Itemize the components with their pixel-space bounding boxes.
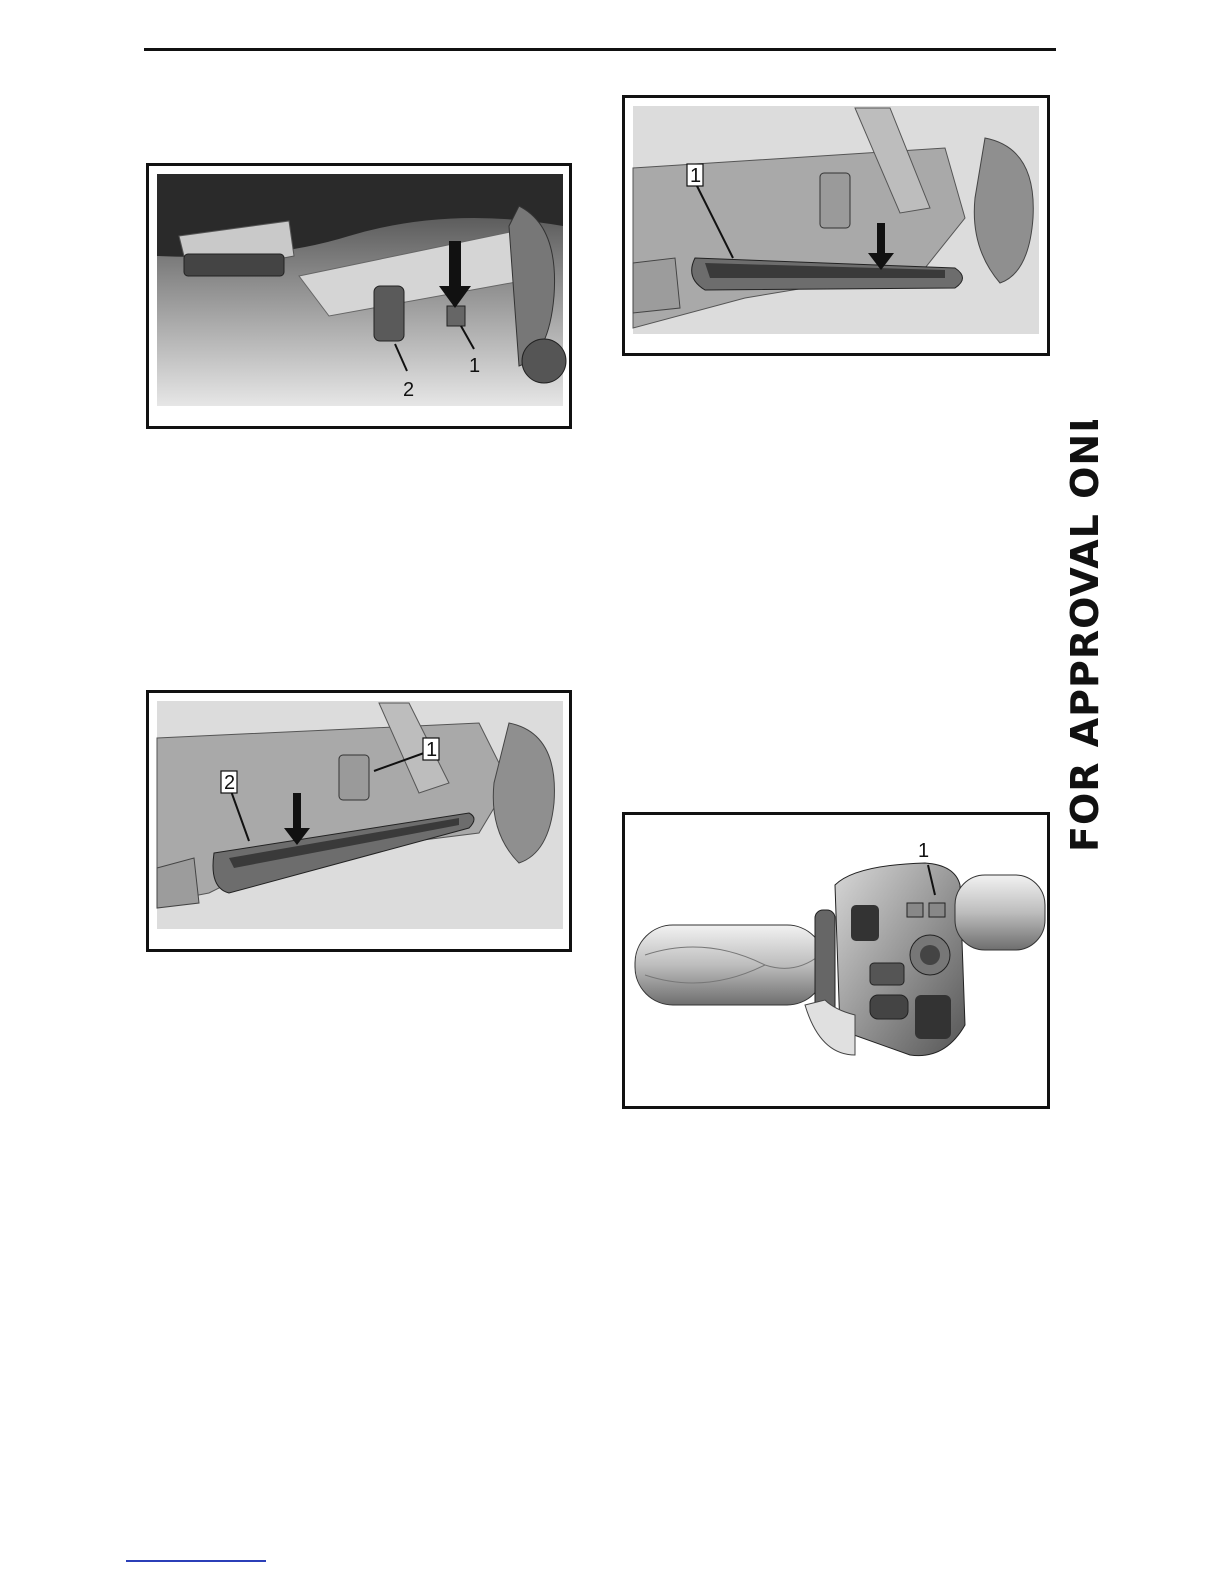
handlebar-illustration (625, 815, 1047, 1106)
callout-1: 1 (426, 739, 438, 761)
header-rule (144, 48, 1056, 51)
figure-footrest-photo (146, 163, 572, 429)
callout-1: 1 (690, 165, 702, 187)
figure-handlebar-control (622, 812, 1050, 1109)
callout-1: 1 (918, 840, 930, 862)
figure-footboard-install (622, 95, 1050, 356)
footrest-photo-illustration (149, 166, 569, 426)
figure-footboard-remove (146, 690, 572, 952)
watermark-text: FOR APPROVAL ONLY (1063, 420, 1107, 852)
callout-1: 1 (469, 355, 481, 377)
footboard-install-illustration (625, 98, 1047, 353)
footer-link-underline (126, 1560, 266, 1562)
approval-watermark (1040, 420, 1120, 860)
callout-2: 2 (224, 772, 236, 794)
footboard-illustration (149, 693, 569, 949)
callout-2: 2 (403, 379, 415, 401)
